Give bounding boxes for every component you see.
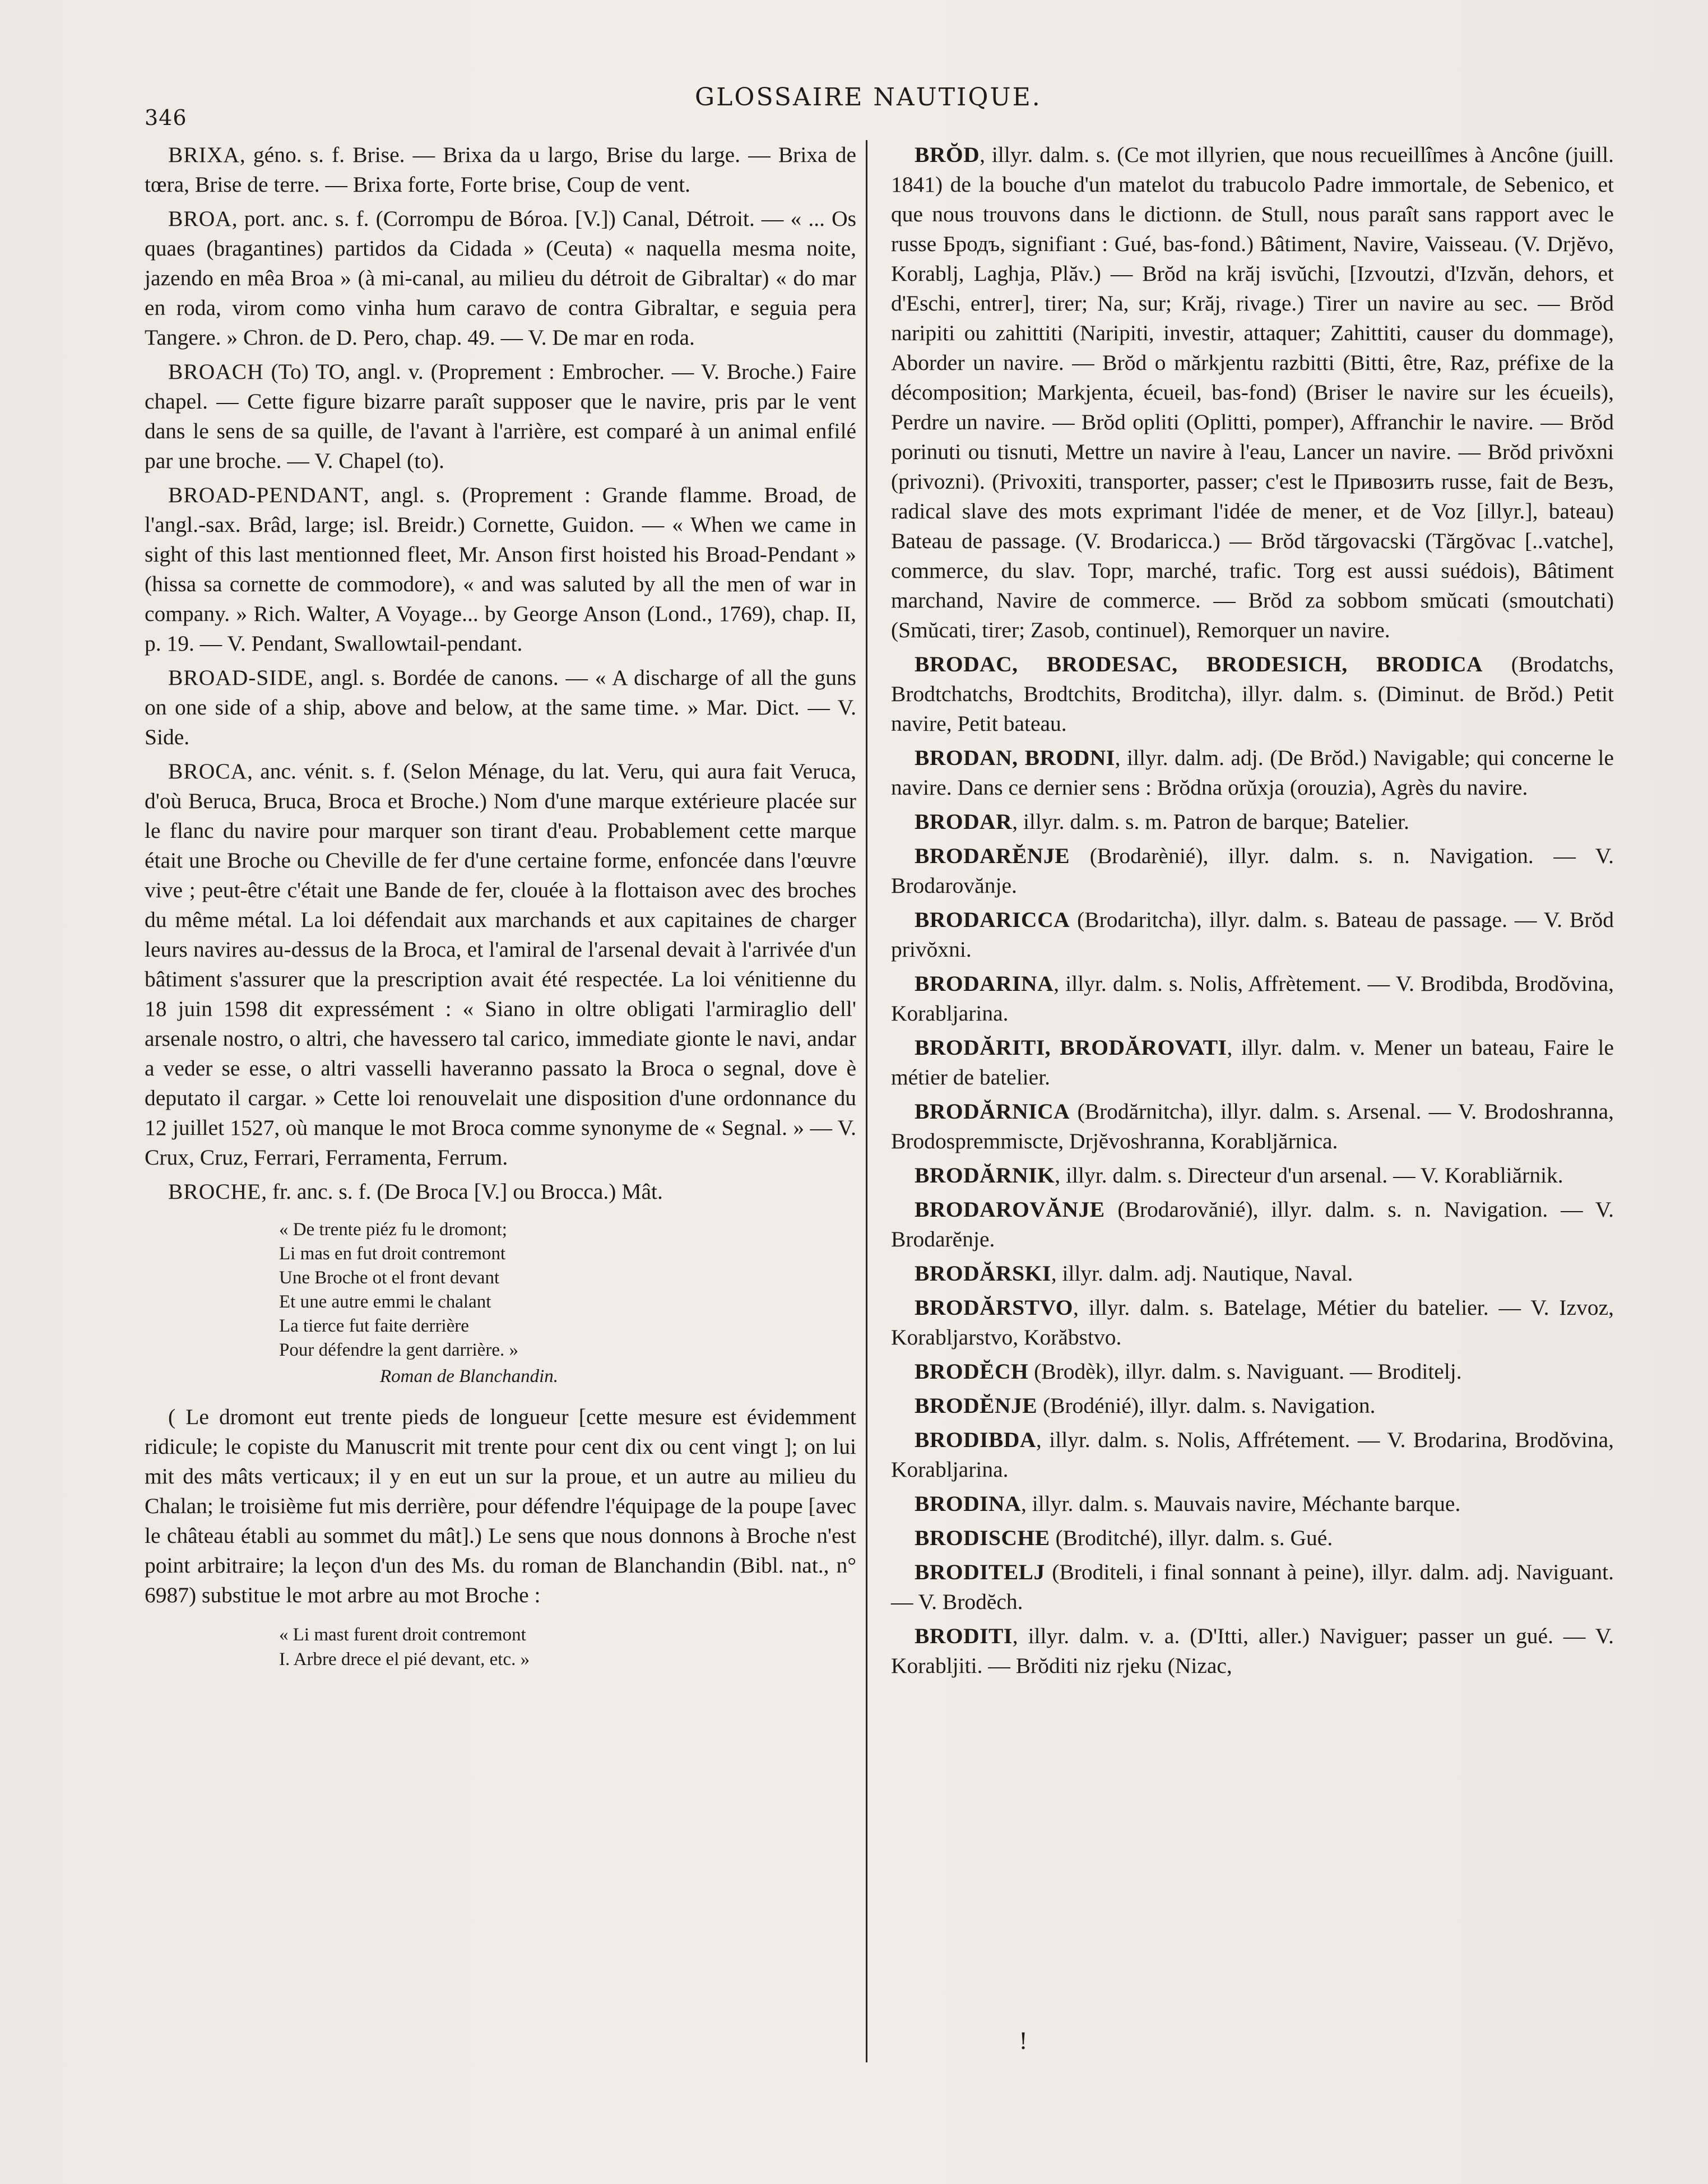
headword: BRODARICCA xyxy=(915,907,1070,932)
headword: BRODITI xyxy=(915,1624,1013,1648)
definition: , illyr. dalm. adj. Nautique, Naval. xyxy=(1051,1261,1353,1286)
headword: BRODĔCH xyxy=(915,1359,1029,1384)
headword: BRODĂRITI, BRODĂROVATI xyxy=(915,1035,1227,1060)
headword: BROCA xyxy=(168,759,248,783)
entry-brodar xyxy=(891,807,1614,837)
entry-brodarstvo xyxy=(891,1293,1614,1352)
definition: (Brodaritcha), illyr. dalm. s. Bateau de passage. — V. Brŏd privŏxni. xyxy=(891,907,1614,962)
entry-brodac xyxy=(891,650,1614,739)
headword: BRODAROVĂNJE xyxy=(915,1197,1105,1222)
entry-brodaricca xyxy=(891,905,1614,965)
definition: , illyr. dalm. v. a. (D'Itti, aller.) Naviguer; passer un gué. — V. Korabljiti. — Brŏditi niz rjeku (Nizac, xyxy=(891,1624,1614,1678)
headword: BRODAN, BRODNI xyxy=(915,745,1115,770)
headword: BRODĔNJE xyxy=(915,1393,1038,1418)
entry-brixa xyxy=(145,140,856,200)
entry-brodarski xyxy=(891,1259,1614,1288)
definition: (Brodèk), illyr. dalm. s. Naviguant. — Broditelj. xyxy=(1028,1359,1462,1384)
definition: , illyr. dalm. s. Nolis, Affrètement. — V. Brodibda, Brodŏvina, Korabljarina. xyxy=(891,971,1614,1026)
headword: BRODĂRNIK xyxy=(915,1163,1055,1188)
entry-brodina xyxy=(891,1489,1614,1519)
definition: , illyr. dalm. s. Batelage, Métier du batelier. — V. Izvoz, Korabljarstvo, Korăbstvo. xyxy=(891,1295,1614,1350)
headword: BRODĂRNICA xyxy=(915,1099,1070,1124)
entry-brodariti xyxy=(891,1033,1614,1092)
headword: BRODINA xyxy=(915,1491,1022,1516)
definition: , illyr. dalm. s. Nolis, Affrétement. — V. Brodarina, Brodŏvina, Korabljarina. xyxy=(891,1427,1614,1482)
headword: BROAD-PENDANT xyxy=(168,483,364,507)
headword: BROAD-SIDE xyxy=(168,665,308,690)
entry-brodibda xyxy=(891,1425,1614,1485)
headword: BRODARINA xyxy=(915,971,1054,996)
page-number: 346 xyxy=(145,105,187,130)
verse-line: Li mas en fut droit contremont xyxy=(279,1244,506,1264)
verse-line: Pour défendre la gent darrière. » xyxy=(279,1340,518,1360)
definition: , illyr. dalm. s. Mauvais navire, Méchante barque. xyxy=(1021,1491,1461,1516)
definition: , illyr. dalm. s. Directeur d'un arsenal. — V. Korabliărnik. xyxy=(1055,1163,1563,1188)
definition: (Brodatchs, Brodtchatchs, Brodtchits, Broditcha), illyr. dalm. s. (Diminut. de Brŏd.) Petit navire, Petit bateau. xyxy=(891,652,1614,736)
definition: , géno. s. f. Brise. — Brixa da u largo, Brise du large. — Brixa de tœra, Brise de terre. — Brixa forte, Forte brise, Coup de vent. xyxy=(145,142,856,197)
headword: BRIXA xyxy=(168,142,240,167)
entry-brodarnica xyxy=(891,1097,1614,1156)
verse-quote xyxy=(279,1218,856,1389)
entry-broa xyxy=(145,204,856,353)
headword: BRODISCHE xyxy=(915,1525,1050,1550)
entry-brodische xyxy=(891,1523,1614,1553)
entry-brodarnik xyxy=(891,1161,1614,1190)
entry-broca xyxy=(145,757,856,1172)
left-column xyxy=(145,140,856,1672)
entry-brodarenje xyxy=(891,841,1614,901)
entry-broditelj xyxy=(891,1557,1614,1617)
headword: BRODAR xyxy=(915,809,1013,834)
definition: (Brodénié), illyr. dalm. s. Navigation. xyxy=(1037,1393,1376,1418)
column-divider xyxy=(866,140,867,2062)
headword: BRODAC, BRODESAC, BRODESICH, BRODICA xyxy=(915,652,1483,676)
headword: BRODITELJ xyxy=(915,1560,1045,1584)
definition: (Brodarovănié), illyr. dalm. s. n. Navigation. — V. Brodarĕnje. xyxy=(891,1197,1614,1251)
definition: , illyr. dalm. adj. (De Brŏd.) Navigable; qui concerne le navire. Dans ce dernier sens : Brŏdna orŭxja (orouzia), Agrès du navire. xyxy=(891,745,1614,800)
definition: (Broditeli, i final sonnant à peine), illyr. dalm. adj. Naviguant. — V. Brodĕch. xyxy=(891,1560,1614,1614)
entry-brod xyxy=(891,140,1614,645)
headword: BRŎD xyxy=(915,142,980,167)
definition: , fr. anc. s. f. (De Broca [V.] ou Brocca.) Mât. xyxy=(261,1179,663,1204)
headword: BROA xyxy=(168,206,232,231)
entry-brodan xyxy=(891,743,1614,803)
verse-line: Et une autre emmi le chalant xyxy=(279,1292,491,1312)
entry-broche xyxy=(145,1177,856,1207)
verse-line: I. Arbre drece el pié devant, etc. » xyxy=(279,1649,530,1670)
definition: , port. anc. s. f. (Corrompu de Bóroa. [V.]) Canal, Détroit. — « ... Os quaes (bragantines) partidos da Cidada » (Ceuta) « naquella mesma noite, jazendo en mêa Broa » (à mi-canal, au milieu du détroit de Gibraltar) « do mar en roda, virom como vinha hum caravo de contra Gibraltar, e seguia pera Tangere. » Chron. de D. Pero, chap. 49. — V. De mar en roda. xyxy=(145,206,856,350)
right-column xyxy=(891,140,1614,1685)
verse-line: La tierce fut faite derrière xyxy=(279,1316,469,1336)
headword: BRODIBDA xyxy=(915,1427,1036,1452)
definition: (Broditché), illyr. dalm. s. Gué. xyxy=(1050,1525,1333,1550)
headword: BROACH xyxy=(168,359,264,384)
verse-line: « De trente piéz fu le dromont; xyxy=(279,1219,507,1240)
entry-broad-pendant xyxy=(145,480,856,659)
verse-line: « Li mast furent droit contremont xyxy=(279,1625,526,1645)
commentary-paragraph: ( Le dromont eut trente pieds de longueur [cette mesure est évidemment ridicule; le copiste du Manuscrit mit trente pour cent dix ou cent vingt ]; on lui mit des mâts verticaux; il y en eut un sur la proue, et un autre au milieu du Chalan; le troisième fut mis derrière, pour défendre l'équipage de la poupe [avec le château établi au sommet du mât].) Le sens que nous donnons à Broche n'est point arbitraire; la leçon d'un des Ms. du roman de Blanchandin (Bibl. nat., n° 6987) substitue le mot arbre au mot Broche : xyxy=(145,1404,856,1607)
entry-broach xyxy=(145,357,856,476)
headword: BROCHE xyxy=(168,1179,262,1204)
definition: , illyr. dalm. v. Mener un bateau, Faire le métier de batelier. xyxy=(891,1035,1614,1089)
definition: (Brodărnitcha), illyr. dalm. s. Arsenal. — V. Brodoshranna, Brodospremmiscte, Drjĕvoshranna, Korabljărnica. xyxy=(891,1099,1614,1153)
definition: , anc. vénit. s. f. (Selon Ménage, du lat. Veru, qui aura fait Veruca, d'où Beruca, Bruca, Broca et Broche.) Nom d'une marque extérieure placée sur le flanc du navire pour marquer son tirant d'eau. Probablement cette marque était une Broche ou Cheville de fer d'une certaine forme, enfoncée dans l'œuvre vive ; peut-être c'était une Bande de fer, clouée à la flottaison avec des broches du même métal. La loi défendait aux marchands et aux capitaines de charger leurs navires au-dessus de la Broca, et l'amiral de l'arsenal devait à l'arrivée d'un bâtiment s'assurer que la prescription avait été respectée. La loi vénitienne du 18 juin 1598 dit expressément : « Siano in oltre obligati l'armiraglio dell' arsenale nostro, o altri, che havessero tal carico, immediate gionte le navi, andar a veder se esse, o altri vasselli haveranno passato la Broca o segnal, dove è deputato il cargar. » Cette loi renouvelait une disposition d'une ordonnance du 12 juillet 1527, où manque le mot Broca comme synonyme de « Segnal. » — V. Crux, Cruz, Ferrari, Ferramenta, Ferrum. xyxy=(145,759,856,1170)
entry-brodarina xyxy=(891,969,1614,1028)
definition: , angl. s. Bordée de canons. — « A discharge of all the guns on one side of a ship, above and below, at the same time. » Mar. Dict. — V. Side. xyxy=(145,665,856,749)
definition: , illyr. dalm. s. (Ce mot illyrien, que nous recueillîmes à Ancône (juill. 1841) de la bouche d'un matelot du trabucolo Padre immortale, de Sebenico, et que nous trouvons dans le dictionn. de Stull, nous paraît sans rapport avec le russe Бродъ, signifiant : Gué, bas-fond.) Bâtiment, Navire, Vaisseau. (V. Drjĕvo, Korablj, Laghja, Plăv.) — Brŏd na krăj isvŭchi, [Izvoutzi, d'Izvăn, dehors, et d'Eschi, entrer], tirer; Na, sur; Krăj, rivage.) Tirer un navire au sec. — Brŏd naripiti ou zahittiti (Naripiti, investir, attaquer; Zahittiti, causer du dommage), Aborder un navire. — Brŏd o mărkjentu razbitti (Bitti, être, Raz, préfixe de la décomposition; Markjenta, écueil, bas-fond) (Briser le navire sur les écueils), Perdre un navire. — Brŏd opliti (Oplitti, pomper), Affranchir le navire. — Brŏd porinuti ou tisnuti, Mettre un navire à l'eau, Lancer un navire. — Brŏd privŏxni (privozni). (Privoxiti, transporter, passer; c'est le Привозить russe, fait de Везъ, radical slave des mots exprimant l'idée de mener, et de Voz [illyr.], bateau) Bateau de passage. (V. Brodaricca.) — Brŏd tărgovacski (Tărgŏvac [..vatche], commerce, du slav. Торг, marché, trafic. Torg est aussi suédois), Bâtiment marchand, Navire de commerce. — Brŏd za sobbom smŭcati (smoutchati) (Smŭcati, tirer; Zasob, continuel), Remorquer un navire. xyxy=(891,142,1614,642)
verse-quote-2 xyxy=(279,1622,856,1672)
definition: (To) TO, angl. v. (Proprement : Embrocher. — V. Broche.) Faire chapel. — Cette figure bizarre paraît supposer que le navire, pris par le vent dans le sens de sa quille, de l'avant à l'arrière, est comparé à un animal enfilé par une broche. — V. Chapel (to). xyxy=(145,359,856,473)
entry-brodarovanje xyxy=(891,1195,1614,1254)
entry-brodech xyxy=(891,1357,1614,1387)
footer-mark: ! xyxy=(1019,2029,1028,2055)
entry-brodenje xyxy=(891,1391,1614,1421)
headword: BRODARĔNJE xyxy=(915,843,1070,868)
entry-broad-side xyxy=(145,663,856,752)
verse-line: Une Broche ot el front devant xyxy=(279,1268,500,1288)
headword: BRODĂRSTVO xyxy=(915,1295,1073,1320)
definition: (Brodarènié), illyr. dalm. s. n. Navigation. — V. Brodarovănje. xyxy=(891,843,1614,898)
headword: BRODĂRSKI xyxy=(915,1261,1051,1286)
quote-source: Roman de Blanchandin. xyxy=(380,1366,559,1387)
definition: , illyr. dalm. s. m. Patron de barque; Batelier. xyxy=(1012,809,1409,834)
running-title: GLOSSAIRE NAUTIQUE. xyxy=(695,83,1042,112)
entry-broditi xyxy=(891,1621,1614,1681)
definition: , angl. s. (Proprement : Grande flamme. Broad, de l'angl.-sax. Brâd, large; isl. Breidr.) Cornette, Guidon. — « When we came in sight of this last mentionned fleet, Mr. Anson first hoisted his Broad-Pendant » (hissa sa cornette de commodore), « and was saluted by all the men of war in company. » Rich. Walter, A Voyage... by George Anson (Lond., 1769), chap. II, p. 19. — V. Pendant, Swallowtail-pendant. xyxy=(145,483,856,656)
